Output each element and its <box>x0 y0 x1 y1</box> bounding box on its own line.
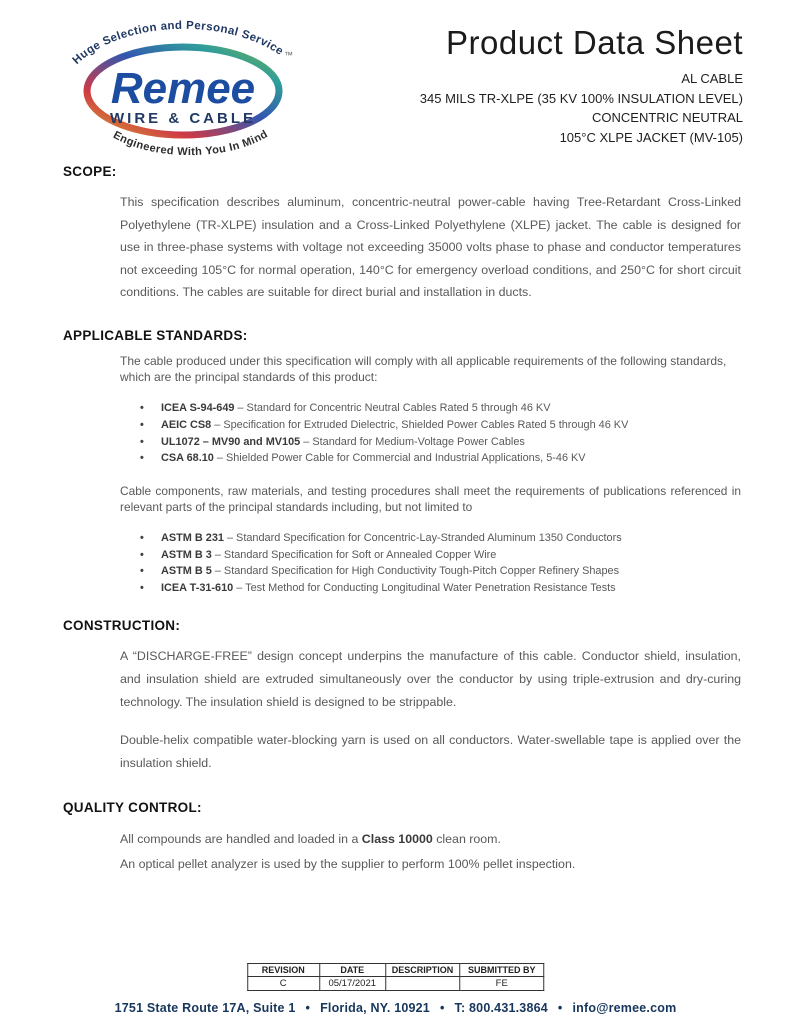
quality-line-1 <box>120 827 741 852</box>
cell-submitted-by: FE <box>460 977 544 991</box>
standards-heading: APPLICABLE STANDARDS: <box>63 327 248 343</box>
logo-brand-text: Remee <box>110 64 256 113</box>
quality-line-1-post: clean room. <box>432 832 501 847</box>
col-header-revision: REVISION <box>247 964 319 977</box>
revision-table-header-row <box>247 964 544 977</box>
standard-code: AEIC CS8 <box>161 418 212 431</box>
bullet-separator: • <box>557 1001 563 1015</box>
standard-desc: – Standard Specification for Concentric-Lay-Stranded Aluminum 1350 Conductors <box>223 531 622 544</box>
bullet-icon: • <box>140 401 144 414</box>
logo-subbrand-text: WIRE & CABLE <box>110 110 256 127</box>
bullet-icon: • <box>140 565 144 578</box>
list-item <box>140 581 741 596</box>
logo-tagline-top: Huge Selection and Personal Service <box>70 19 286 67</box>
bullet-icon: • <box>140 452 144 465</box>
revision-table-value-row <box>247 977 544 991</box>
cell-description <box>385 977 460 991</box>
standard-desc: – Standard for Medium-Voltage Power Cables <box>300 435 525 448</box>
standard-code: CSA 68.10 <box>161 452 214 465</box>
list-item <box>140 435 741 450</box>
list-item <box>140 418 741 433</box>
standard-code: ASTM B 3 <box>161 548 212 561</box>
scope-heading: SCOPE: <box>63 164 117 179</box>
section-applicable-standards <box>63 328 741 597</box>
list-item <box>140 401 741 416</box>
quality-line-1-pre: All compounds are handled and loaded in a <box>120 832 362 847</box>
col-header-submitted-by: SUBMITTED BY <box>460 964 544 977</box>
standard-code: UL1072 – MV90 and MV105 <box>161 435 301 448</box>
document-subtitle <box>420 69 743 147</box>
bullet-icon: • <box>140 418 144 431</box>
trademark-symbol: ™ <box>284 50 293 60</box>
subtitle-line-3: CONCENTRIC NEUTRAL <box>592 110 743 125</box>
standard-code: ICEA T-31-610 <box>161 582 234 595</box>
col-header-description: DESCRIPTION <box>385 964 460 977</box>
revision-table <box>247 963 545 991</box>
bullet-separator: • <box>305 1001 311 1015</box>
quality-heading: QUALITY CONTROL: <box>63 800 202 816</box>
subtitle-line-1: AL CABLE <box>681 71 743 86</box>
quality-line-2: An optical pellet analyzer is used by the supplier to perform 100% pellet inspection. <box>120 857 576 872</box>
list-item <box>140 531 741 546</box>
list-item <box>140 548 741 563</box>
standard-desc: – Standard Specification for Soft or Annealed Copper Wire <box>211 548 497 561</box>
remee-logo <box>48 4 326 160</box>
cell-revision: C <box>247 977 319 991</box>
section-scope <box>63 164 741 304</box>
standard-desc: – Standard for Concentric Neutral Cables Rated 5 through 46 KV <box>234 401 551 414</box>
construction-paragraph-2: Double-helix compatible water-blocking yarn is used on all conductors. Water-swellable tape is applied over the insulation shield. <box>120 733 741 770</box>
logo-tagline-bottom: Engineered With You In Mind <box>111 128 271 159</box>
standard-desc: – Specification for Extruded Dielectric, Shielded Power Cables Rated 5 through 46 KV <box>211 418 629 431</box>
standard-code: ICEA S-94-649 <box>161 401 235 414</box>
standard-desc: – Shielded Power Cable for Commercial and Industrial Applications, 5-46 KV <box>213 452 586 465</box>
bullet-icon: • <box>140 548 144 561</box>
standards-list-2 <box>140 531 741 597</box>
quality-line-1-bold: Class 10000 <box>361 832 433 847</box>
quality-lines <box>120 827 741 877</box>
construction-paragraph-1: A “DISCHARGE-FREE” design concept underpins the manufacture of this cable. Conductor shield, insulation, and insulation shield are extruded simultaneously over the conductor by using triple-extrusion and dry-curing technology. The insulation shield is designed to be strippable. <box>120 649 741 709</box>
standard-code: ASTM B 231 <box>161 531 224 544</box>
standard-desc: – Standard Specification for High Conductivity Tough-Pitch Copper Refinery Shapes <box>211 565 620 578</box>
phone-text: T: 800.431.3864 <box>454 1001 548 1015</box>
standards-middle-paragraph: Cable components, raw materials, and testing procedures shall meet the requirements of publications referenced in relevant parts of the principal standards including, but not limited to <box>120 483 741 515</box>
standards-intro: The cable produced under this specification will comply with all applicable requirements of the following standards, which are the principal standards of this product: <box>120 353 727 385</box>
subtitle-line-2: 345 MILS TR-XLPE (35 KV 100% INSULATION LEVEL) <box>419 90 743 106</box>
scope-paragraph: This specification describes aluminum, concentric-neutral power-cable having Tree-Retardant Cross-Linked Polyethylene (TR-XLPE) insulation and a Cross-Linked Polyethylene (XLPE) jacket. The cable is designed for use in three-phase systems with voltage not exceeding 35000 volts phase to phase and conductor temperatures not exceeding 105°C for normal operation, 140°C for emergency overload conditions, and 250°C for short circuit conditions. The cables are suitable for direct burial and installation in ducts. <box>120 195 741 300</box>
header <box>0 0 791 162</box>
bullet-icon: • <box>140 582 144 595</box>
construction-heading: CONSTRUCTION: <box>63 618 181 634</box>
subtitle-line-4: 105°C XLPE JACKET (MV-105) <box>559 129 743 145</box>
title-block <box>420 24 743 147</box>
bullet-separator: • <box>439 1001 445 1015</box>
cell-date: 05/17/2021 <box>319 977 385 991</box>
document-title: Product Data Sheet <box>445 24 743 61</box>
col-header-date: DATE <box>319 964 385 977</box>
city-text: Florida, NY. 10921 <box>320 1001 430 1015</box>
document-body <box>0 164 791 877</box>
email-link[interactable]: info@remee.com <box>572 1001 677 1015</box>
bullet-icon: • <box>140 435 144 448</box>
address-text: 1751 State Route 17A, Suite 1 <box>114 1001 296 1015</box>
list-item <box>140 564 741 579</box>
standards-list-1 <box>140 401 741 467</box>
section-construction <box>63 618 741 774</box>
section-quality-control <box>63 800 741 877</box>
bullet-icon: • <box>140 531 144 544</box>
list-item <box>140 451 741 466</box>
contact-footer <box>0 1001 791 1015</box>
standard-code: ASTM B 5 <box>161 565 212 578</box>
standard-desc: – Test Method for Conducting Longitudinal Water Penetration Resistance Tests <box>233 582 616 595</box>
